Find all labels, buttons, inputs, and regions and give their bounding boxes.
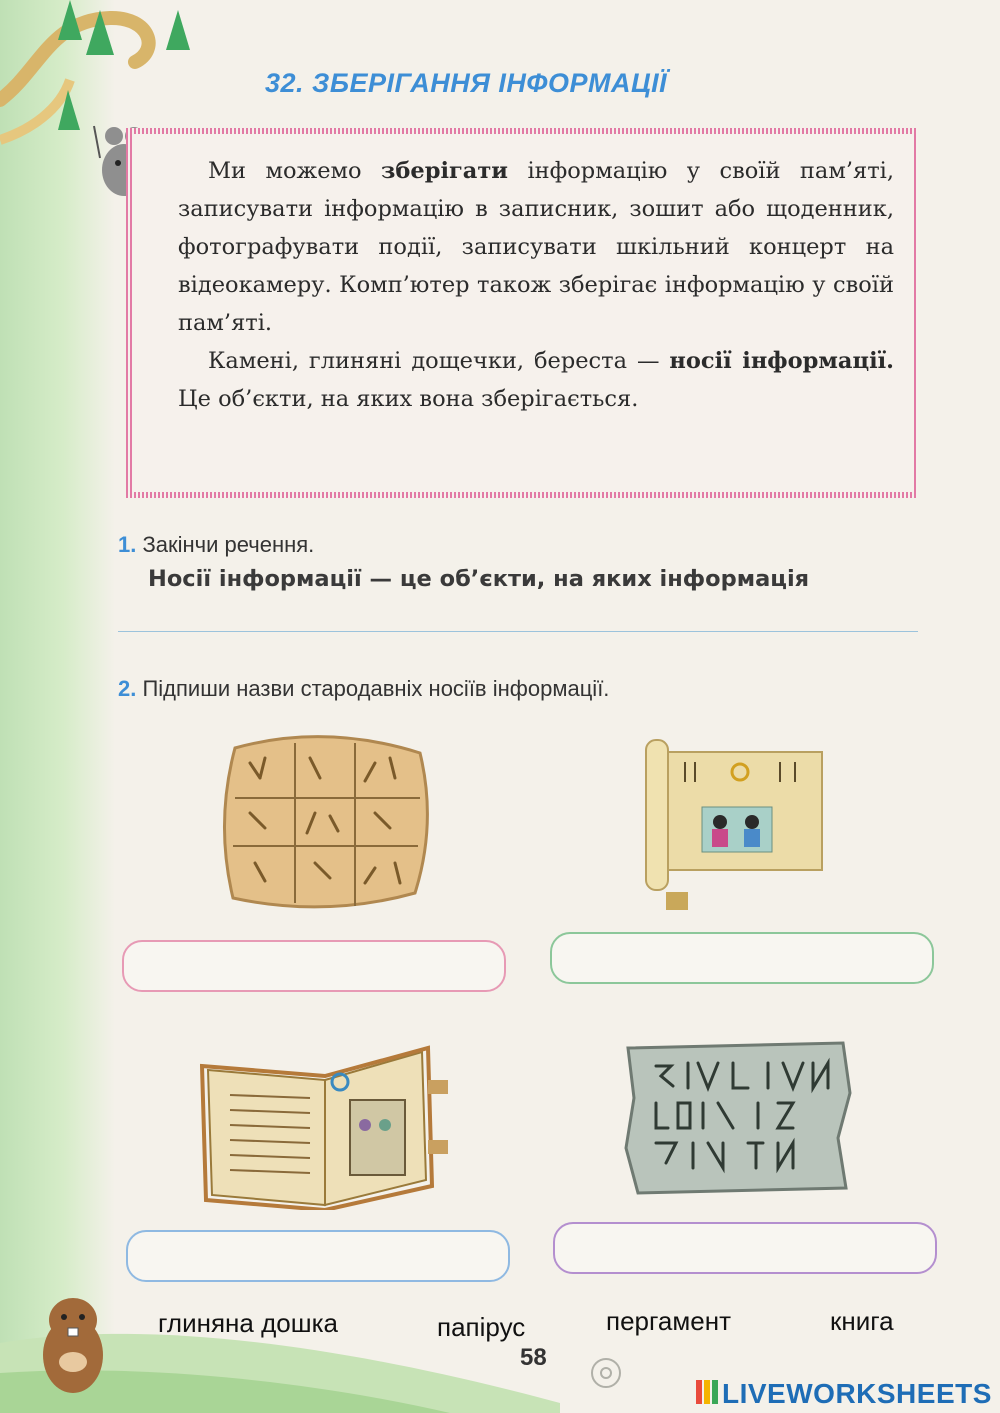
rule-text: Камені, глиняні дощечки, береста — bbox=[208, 348, 670, 374]
task-2-instruction bbox=[118, 676, 609, 702]
rule-paragraph-1 bbox=[178, 152, 894, 342]
rule-text: Ми можемо bbox=[208, 158, 382, 184]
rule-box bbox=[126, 128, 918, 498]
answer-box-2[interactable] bbox=[550, 932, 934, 984]
word-bank-item-parchment[interactable]: пергамент bbox=[606, 1306, 731, 1336]
answer-box-1[interactable] bbox=[122, 940, 506, 992]
answer-box-4[interactable] bbox=[553, 1222, 937, 1274]
rule-text: інформацію у своїй пам’яті, записувати інформацію в записник, зошит або щоденник, фотографувати події, записувати шкільний концерт на відеокамеру. Комп’ютер також зберігає інформацію у своїй пам’яті. bbox=[178, 158, 894, 336]
brand-wordmark[interactable]: LIVEWORKSHEETS bbox=[722, 1378, 992, 1409]
rule-keyword: зберігати bbox=[381, 158, 508, 184]
clay-tablet-image bbox=[215, 728, 435, 916]
word-bank-item-book[interactable]: книга bbox=[830, 1306, 894, 1336]
page-number: 58 bbox=[520, 1344, 547, 1371]
task-1-instruction bbox=[118, 532, 314, 558]
liveworksheets-logo-icon bbox=[696, 1380, 718, 1404]
stone-inscription-image bbox=[618, 1038, 854, 1198]
task-1-sentence: Носії інформації — це об’єкти, на яких інформація bbox=[148, 566, 810, 592]
task-number: 2. bbox=[118, 676, 137, 701]
page-title: 32. ЗБЕРІГАННЯ ІНФОРМАЦІЇ bbox=[265, 68, 668, 98]
word-bank-item-clay-tablet[interactable]: глиняна дошка bbox=[158, 1308, 338, 1338]
rule-text: Це об’єкти, на яких вона зберігається. bbox=[178, 386, 639, 412]
task-instruction: Підпиши назви стародавніх носіїв інформації. bbox=[142, 676, 610, 701]
swirl-icon bbox=[588, 1355, 624, 1391]
rule-paragraph-2 bbox=[178, 342, 894, 418]
task-number: 1. bbox=[118, 532, 137, 557]
answer-box-3[interactable] bbox=[126, 1230, 510, 1282]
answer-line[interactable] bbox=[118, 631, 918, 632]
rule-keyword: носії інформації. bbox=[669, 348, 894, 374]
old-book-image bbox=[200, 1040, 452, 1210]
task-instruction: Закінчи речення. bbox=[142, 532, 315, 557]
papyrus-scroll-image bbox=[640, 732, 836, 912]
beaver-mascot-icon bbox=[28, 1290, 120, 1400]
word-bank-item-papyrus[interactable]: папірус bbox=[437, 1312, 526, 1342]
